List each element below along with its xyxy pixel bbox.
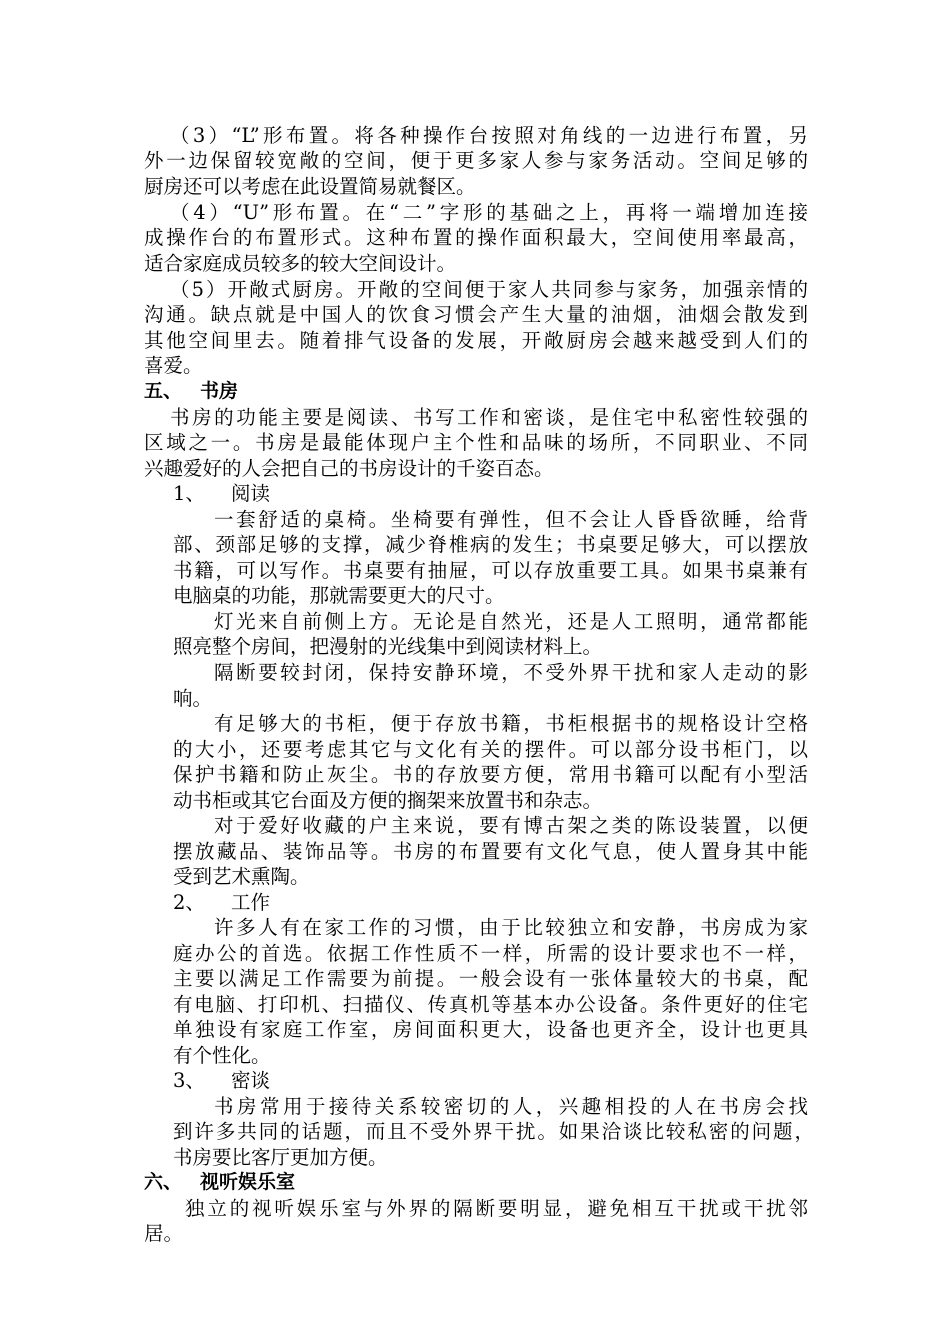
subsection-title: 阅读 [231, 482, 271, 505]
subsection-title: 工作 [231, 891, 271, 914]
paragraph-line: 区域之一。书房是最能体现户主个性和品味的场所，不同职业、不同 [144, 431, 808, 454]
paragraph-line: 庭办公的首选。依据工作性质不一样，所需的设计要求也不一样， [173, 942, 808, 965]
paragraph-line: 沟通。缺点就是中国人的饮食习惯会产生大量的油烟，油烟会散发到 [144, 303, 808, 326]
paragraph-line: 书房常用于接待关系较密切的人，兴趣相投的人在书房会找 [214, 1095, 808, 1118]
paragraph-line: 隔断要较封闭，保持安静环境，不受外界干扰和家人走动的影 [214, 661, 808, 684]
paragraph-line: 兴趣爱好的人会把自己的书房设计的千姿百态。 [144, 457, 554, 480]
subsection-heading-work [173, 890, 270, 916]
section-title: 视听娱乐室 [200, 1171, 296, 1193]
paragraph-line: 其他空间里去。随着排气设备的发展，开敞厨房会越来越受到人们的 [144, 329, 808, 352]
section-heading-study [144, 379, 238, 405]
paragraph-line: 的大小，还要考虑其它与文化有关的摆件。可以部分设书柜门，以 [173, 738, 808, 761]
paragraph-line: 有足够大的书柜，便于存放书籍，书柜根据书的规格设计空格 [214, 712, 808, 735]
paragraph-line: 居。 [144, 1222, 184, 1245]
paragraph-line: 有电脑、打印机、扫描仪、传真机等基本办公设备。条件更好的住宅 [173, 993, 808, 1016]
paragraph-line: （4）“U”形布置。在“二”字形的基础之上，再将一端增加连接 [170, 201, 808, 224]
paragraph-line: 灯光来自前侧上方。无论是自然光，还是人工照明，通常都能 [214, 610, 808, 633]
subsection-number: 2、 [173, 891, 205, 914]
paragraph-line: 许多人有在家工作的习惯，由于比较独立和安静，书房成为家 [214, 916, 808, 939]
subsection-number: 3、 [173, 1069, 205, 1092]
paragraph-line: （3）“L”形布置。将各种操作台按照对角线的一边进行布置，另 [170, 124, 808, 147]
paragraph-line: 书籍，可以写作。书桌要有抽屉，可以存放重要工具。如果书桌兼有 [173, 559, 808, 582]
paragraph-line: 保护书籍和防止灰尘。书的存放要方便，常用书籍可以配有小型活 [173, 763, 808, 786]
paragraph-line: 到许多共同的话题，而且不受外界干扰。如果洽谈比较私密的问题， [173, 1120, 814, 1143]
paragraph-line: 适合家庭成员较多的较大空间设计。 [144, 252, 457, 275]
section-title: 书房 [200, 380, 239, 402]
paragraph-line: 成操作台的布置形式。这种布置的操作面积最大，空间使用率最高， [144, 226, 808, 249]
subsection-title: 密谈 [231, 1069, 271, 1092]
paragraph-line: 摆放藏品、装饰品等。书房的布置要有文化气息，使人置身其中能 [173, 840, 808, 863]
section-number: 五、 [144, 380, 183, 402]
paragraph-line: 书房的功能主要是阅读、书写工作和密谈，是住宅中私密性较强的 [170, 406, 808, 429]
subsection-number: 1、 [173, 482, 205, 505]
paragraph-line: 厨房还可以考虑在此设置简易就餐区。 [144, 175, 476, 198]
subsection-heading-talk [173, 1068, 270, 1094]
paragraph-line: 动书柜或其它台面及方便的搁架来放置书和杂志。 [173, 789, 603, 812]
paragraph-line: 有个性化。 [173, 1044, 271, 1067]
paragraph-line: 独立的视听娱乐室与外界的隔断要明显，避免相互干扰或干扰邻 [185, 1197, 808, 1220]
paragraph-line: 照亮整个房间，把漫射的光线集中到阅读材料上。 [173, 635, 603, 658]
paragraph-line: 一套舒适的桌椅。坐椅要有弹性，但不会让人昏昏欲睡，给背 [214, 508, 808, 531]
paragraph-line: 喜爱。 [144, 354, 203, 377]
paragraph-line: 外一边保留较宽敞的空间，便于更多家人参与家务活动。空间足够的 [144, 149, 808, 172]
paragraph-line: 书房要比客厅更加方便。 [173, 1146, 388, 1169]
paragraph-line: 单独设有家庭工作室，房间面积更大，设备也更齐全，设计也更具 [173, 1018, 808, 1041]
paragraph-line: 受到艺术熏陶。 [173, 865, 310, 888]
paragraph-line: 电脑桌的功能，那就需要更大的尺寸。 [173, 584, 505, 607]
paragraph-line: 对于爱好收藏的户主来说，要有博古架之类的陈设装置，以便 [214, 814, 808, 837]
paragraph-line: 部、颈部足够的支撑，减少脊椎病的发生；书桌要足够大，可以摆放 [173, 533, 808, 556]
section-number: 六、 [144, 1171, 183, 1193]
subsection-heading-reading [173, 481, 270, 507]
paragraph-line: 响。 [173, 687, 213, 710]
section-heading-av-room [144, 1170, 295, 1196]
paragraph-line: （5）开敞式厨房。开敞的空间便于家人共同参与家务，加强亲情的 [170, 278, 808, 301]
paragraph-line: 主要以满足工作需要为前提。一般会设有一张体量较大的书桌，配 [173, 967, 808, 990]
